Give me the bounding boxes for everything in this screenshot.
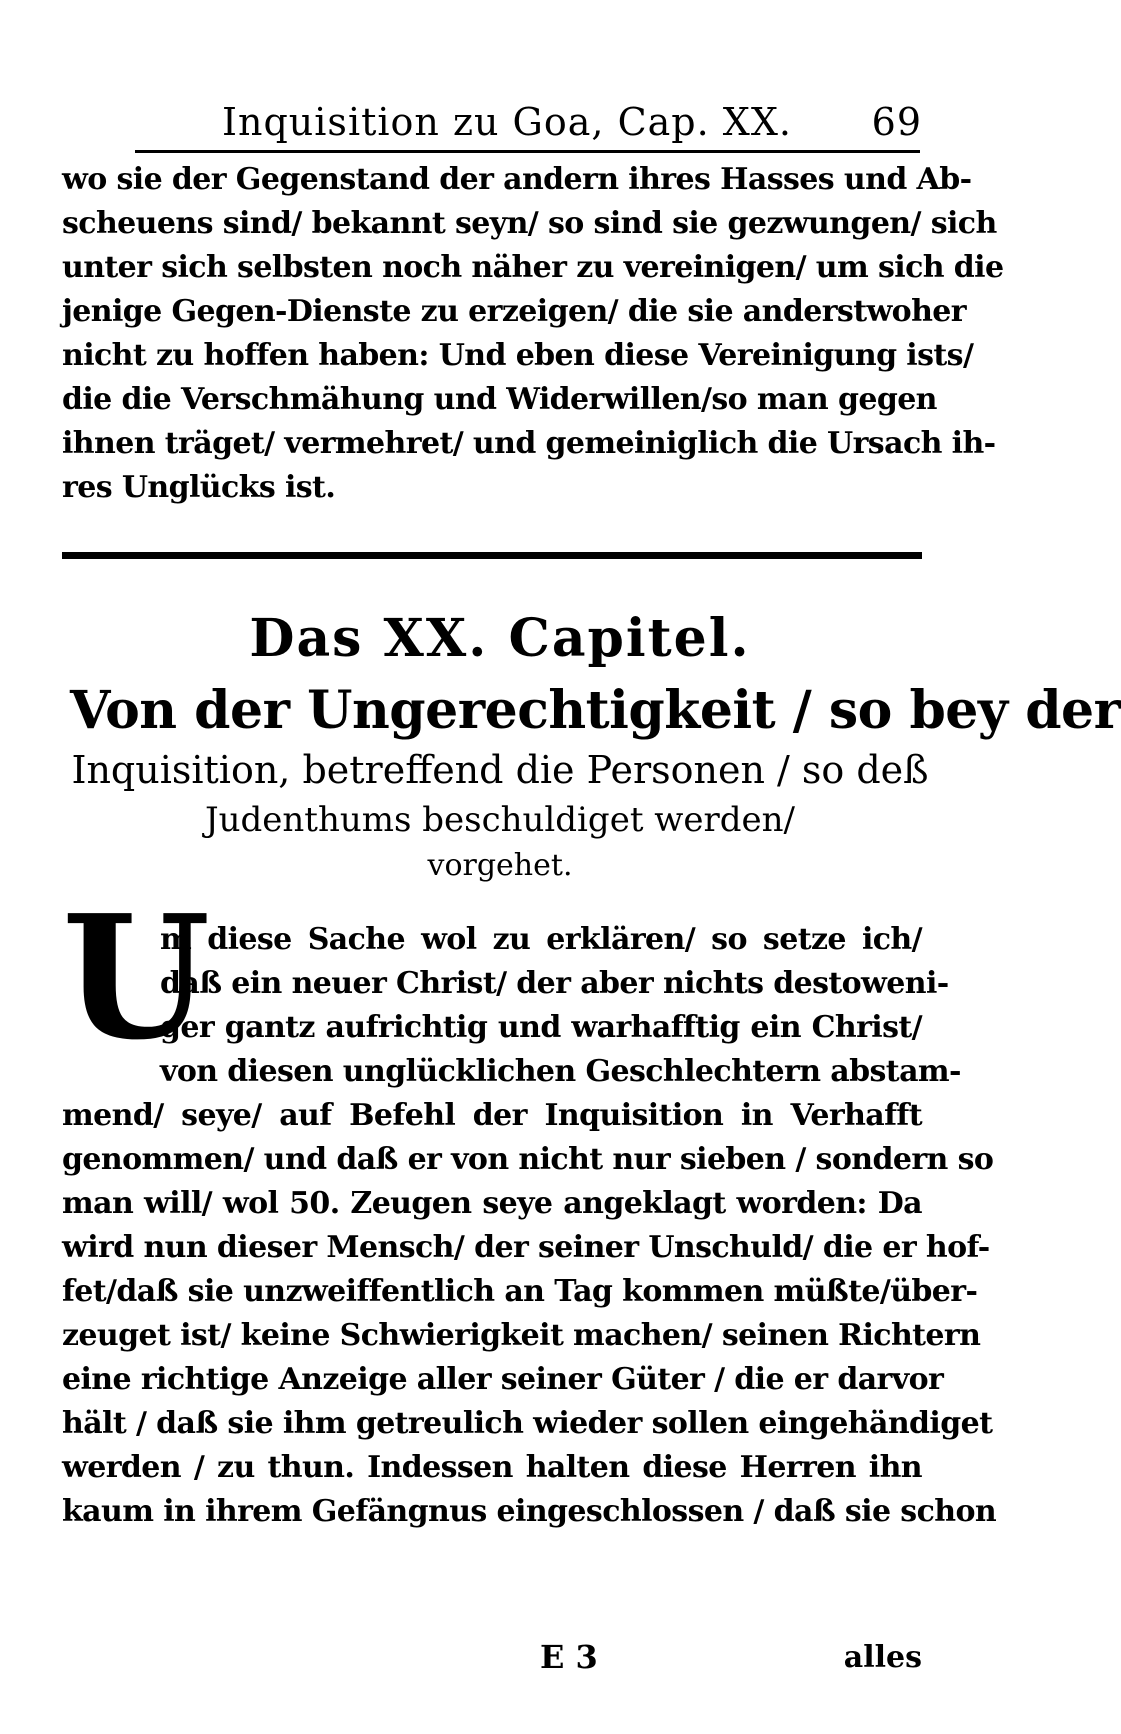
text-line: von diesen unglücklichen Geschlechtern abstam- (160, 1054, 961, 1089)
text-line: res Unglücks ist. (62, 470, 336, 505)
section-divider (62, 552, 922, 559)
text-line: scheuens sind/ bekannt seyn/ so sind sie gezwungen/ sich (62, 206, 997, 241)
text-line: zeuget ist/ keine Schwierigkeit machen/ seinen Richtern (62, 1318, 981, 1353)
text-line: genommen/ und daß er von nicht nur sieben / sondern so (62, 1142, 994, 1177)
text-line: hält / daß sie ihm getreulich wieder sollen eingehändiget (62, 1406, 993, 1441)
header-rule (135, 150, 920, 153)
drop-cap-initial: U (62, 878, 211, 1078)
page-number: 69 (871, 100, 922, 144)
text-line: m diese Sache wol zu erklären/ so setze ich/ (160, 922, 922, 957)
chapter-label: Das XX. Capitel. (249, 608, 751, 669)
text-line: die die Verschmähung und Widerwillen/so man gegen (62, 382, 937, 417)
text-line: wo sie der Gegenstand der andern ihres Hasses und Ab- (62, 162, 972, 197)
text-line: werden / zu thun. Indessen halten diese Herren ihn (62, 1450, 922, 1485)
signature-mark: E 3 (540, 1638, 598, 1676)
text-line: ihnen träget/ vermehret/ und gemeiniglich die Ursach ih- (62, 426, 996, 461)
text-line: kaum in ihrem Gefängnus eingeschlossen / daß sie schon (62, 1494, 997, 1529)
text-line: fet/daß sie unzweiffentlich an Tag kommen müßte/über- (62, 1274, 978, 1309)
text-line: unter sich selbsten noch näher zu vereinigen/ um sich die (62, 250, 1004, 285)
chapter-subtitle-line: Judenthums beschuldiget werden/ (204, 800, 796, 840)
text-line: daß ein neuer Christ/ der aber nichts destoweni- (160, 966, 949, 1001)
catchword: alles (843, 1640, 922, 1675)
chapter-subtitle-line: vorgehet. (427, 848, 573, 883)
text-line: mend/ seye/ auf Befehl der Inquisition in Verhafft (62, 1098, 922, 1133)
text-line: wird nun dieser Mensch/ der seiner Unschuld/ die er hof- (62, 1230, 990, 1265)
text-line: nicht zu hoffen haben: Und eben diese Vereinigung ists/ (62, 338, 974, 373)
chapter-title: Von der Ungerechtigkeit / so bey der (70, 680, 1121, 741)
text-line: ger gantz aufrichtig und warhafftig ein Christ/ (160, 1010, 922, 1045)
text-line: eine richtige Anzeige aller seiner Güter / die er darvor (62, 1362, 944, 1397)
chapter-subtitle-line: Inquisition, betreffend die Personen / so deß (71, 748, 929, 792)
text-line: man will/ wol 50. Zeugen seye angeklagt worden: Da (62, 1186, 922, 1221)
running-title: Inquisition zu Goa, Cap. XX. (222, 100, 792, 144)
text-line: jenige Gegen-Dienste zu erzeigen/ die sie anderstwoher (62, 294, 966, 329)
running-head (222, 100, 922, 150)
